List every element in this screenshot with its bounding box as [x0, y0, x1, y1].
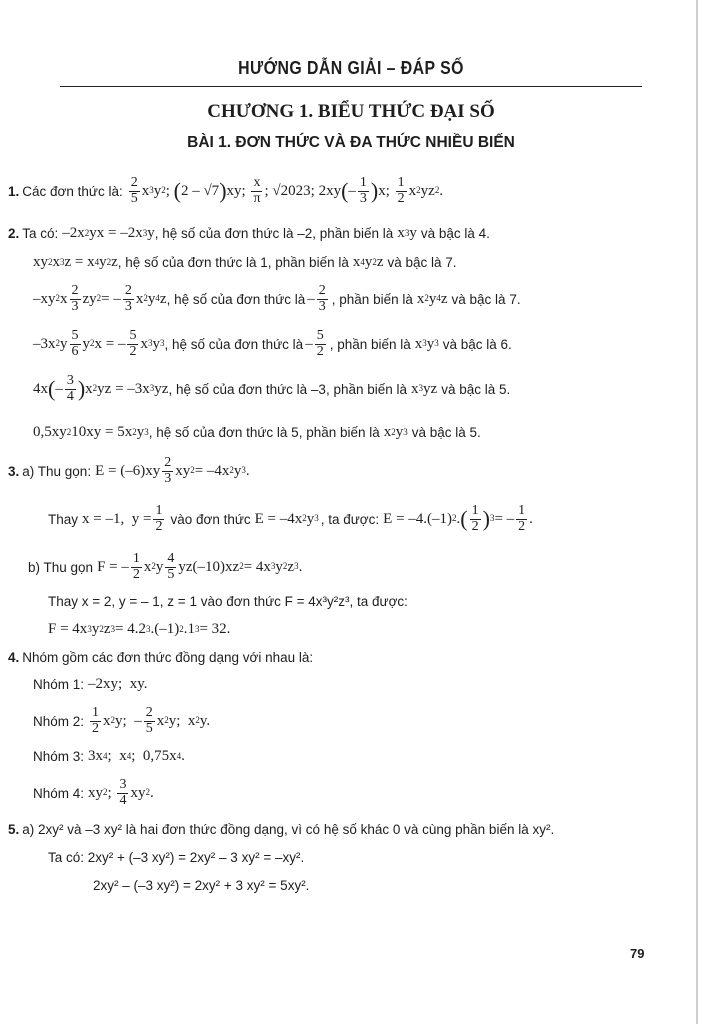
problem-1: [8, 176, 443, 206]
math-expression: – $\frac{2}{3}$: [307, 283, 326, 314]
math-expression: xy $^2$ ; $\frac{3}{4}$ xy $^2$ .: [88, 777, 154, 808]
problem-5a: [8, 822, 554, 837]
problem-3b-substitution: [48, 594, 408, 609]
text: , hệ số của đơn thức là –2, phần biến là: [154, 226, 394, 241]
problem-2-line-3: [33, 284, 521, 314]
text: 2xy² – (–3 xy²) = 2xy² + 3 xy² = 5xy².: [93, 878, 310, 893]
math-expression: –2x $^2$ yx = –2x $^3$ y: [62, 225, 155, 241]
chapter-title: CHƯƠNG 1. BIỂU THỨC ĐẠI SỐ: [207, 101, 495, 122]
math-expression: F = 4x $^3$ y $^2$ z $^3$ = 4.2 $^3$ .(–1) $^2$ .1 $^3$ = 32.: [48, 621, 231, 637]
problem-number: 4.: [8, 650, 20, 665]
math-expression: xy $^2$ x $^3$ z = x $^4$ y $^2$ z: [33, 254, 118, 270]
math-expression: $\frac{1}{2}$ x $^2$ y; – $\frac{2}{5}$ x $^2$ y; x $^2$ y.: [92, 705, 211, 736]
math-expression: x $^3$ y $^3$: [414, 335, 439, 352]
math-expression: x $^2$ y $^4$ z: [416, 290, 448, 307]
page-edge: [696, 0, 698, 1024]
text: , hệ số của đơn thức là: [166, 291, 306, 307]
text: , hệ số của đơn thức là 1, phần biến là: [117, 255, 349, 270]
math-expression: – $\frac{5}{2}$: [305, 328, 324, 359]
problem-text: Các đơn thức là:: [22, 183, 123, 199]
math-expression: $\frac{2}{5}$ x $^3$ y $^2$ ; ( 2 – √7 ) xy; $\frac{x}{\pi}$ ; √2023; 2xy ( – $\frac{1}{3}$ ) x; $\frac{1}{2}$ x $^2$ yz $^2$ .: [130, 175, 444, 206]
text: Thay: [48, 511, 79, 527]
problem-number: 2.: [8, 226, 20, 241]
lesson-title: BÀI 1. ĐƠN THỨC VÀ ĐA THỨC NHIỀU BIẾN: [187, 134, 515, 151]
text: và bậc là 6.: [442, 336, 512, 352]
math-expression: 4x ( – $\frac{3}{4}$ ) x $^2$ yz = –3x $^3$ yz: [33, 373, 169, 404]
problem-5a-difference: [93, 878, 309, 893]
text: , phần biến là: [329, 336, 411, 352]
group-3: [33, 748, 185, 765]
math-expression: x $^2$ y $^3$: [383, 424, 408, 440]
problem-3a-substitution: [48, 504, 533, 534]
text: , hệ số của đơn thức là –3, phần biến là: [168, 381, 408, 397]
text: và bậc là 7.: [451, 291, 521, 307]
text: , hệ số của đơn thức là: [164, 336, 304, 352]
group-label: Nhóm 3:: [33, 749, 85, 764]
text: Thay x = 2, y = – 1, z = 1 vào đơn thức F = 4x³y²z³, ta được:: [48, 594, 408, 609]
math-expression: –3x $^2$ y $\frac{5}{6}$ y $^2$ x = – $\frac{5}{2}$ x $^3$ y $^3$: [33, 328, 165, 359]
text: và bậc là 4.: [420, 226, 490, 241]
text: vào đơn thức: [170, 511, 251, 527]
text: và bậc là 5.: [441, 381, 511, 397]
math-expression: E = –4x $^2$ y $^3$: [254, 510, 319, 527]
math-expression: –xy $^2$ x $\frac{2}{3}$ zy $^2$ = – $\frac{2}{3}$ x $^2$ y $^4$ z: [33, 283, 167, 314]
header-divider: [60, 86, 642, 87]
problem-2-line-2: [33, 254, 457, 271]
math-expression: F = – $\frac{1}{2}$ x $^2$ y $\frac{4}{5}$ yz(–10)xz $^2$ = 4x $^3$ y $^2$ z $^3$ .: [97, 551, 303, 582]
problem-2-line-4: [33, 329, 512, 359]
problem-3b: [28, 552, 302, 582]
math-expression: E = –4.(–1) $^2$ . ( $\frac{1}{2}$ ) $^3$ = – $\frac{1}{2}$ .: [383, 503, 533, 534]
group-2: [33, 706, 210, 736]
text: , hệ số của đơn thức là 5, phần biến là: [148, 425, 380, 440]
text: , phần biến là: [331, 291, 413, 307]
math-expression: 0,5xy $^2$ 10xy = 5x $^2$ y $^3$: [33, 424, 149, 440]
text: a) Thu gọn:: [22, 463, 92, 479]
group-1: [33, 676, 147, 693]
math-expression: x $^3$ yz: [411, 380, 438, 397]
problem-2-line-6: [33, 424, 481, 441]
problem-2-line-1: [8, 225, 490, 242]
problem-5a-sum: [48, 850, 304, 865]
group-label: Nhóm 4:: [33, 785, 85, 801]
problem-number: 3.: [8, 463, 20, 479]
problem-2-line-5: [33, 374, 510, 404]
page-header-title: HƯỚNG DẪN GIẢI – ĐÁP SỐ: [238, 58, 464, 78]
problem-3a: [8, 456, 250, 486]
text: và bậc là 5.: [411, 425, 481, 440]
text: Nhóm gồm các đơn thức đồng dạng với nhau là:: [22, 650, 314, 665]
group-label: Nhóm 2:: [33, 713, 85, 729]
problem-number: 1.: [8, 183, 20, 199]
page-number: 79: [630, 946, 645, 961]
math-expression: x $^4$ y $^2$ z: [352, 254, 384, 270]
text: Ta có:: [22, 226, 59, 241]
math-expression: x $^3$ y: [397, 225, 417, 241]
problem-3b-result: [48, 621, 230, 638]
problem-number: 5.: [8, 822, 20, 837]
text: Ta có: 2xy² + (–3 xy²) = 2xy² – 3 xy² = –xy².: [48, 850, 305, 865]
math-expression: –2xy; xy.: [88, 676, 148, 692]
math-expression: 3x $^4$ ; x $^4$ ; 0,75x $^4$ .: [88, 748, 185, 764]
math-expression: E = (–6)xy $\frac{2}{3}$ xy $^2$ = –4x $^2$ y $^3$ .: [95, 455, 250, 486]
text: , ta được:: [320, 511, 380, 527]
text: và bậc là 7.: [387, 255, 457, 270]
math-expression: x = –1, y = $\frac{1}{2}$: [82, 503, 163, 534]
text: b) Thu gọn: [28, 559, 94, 575]
problem-4: [8, 650, 313, 665]
group-4: [33, 778, 154, 808]
group-label: Nhóm 1:: [33, 677, 85, 692]
text: a) 2xy² và –3 xy² là hai đơn thức đồng dạng, vì có hệ số khác 0 và cùng phần biến là xy².: [22, 822, 555, 837]
